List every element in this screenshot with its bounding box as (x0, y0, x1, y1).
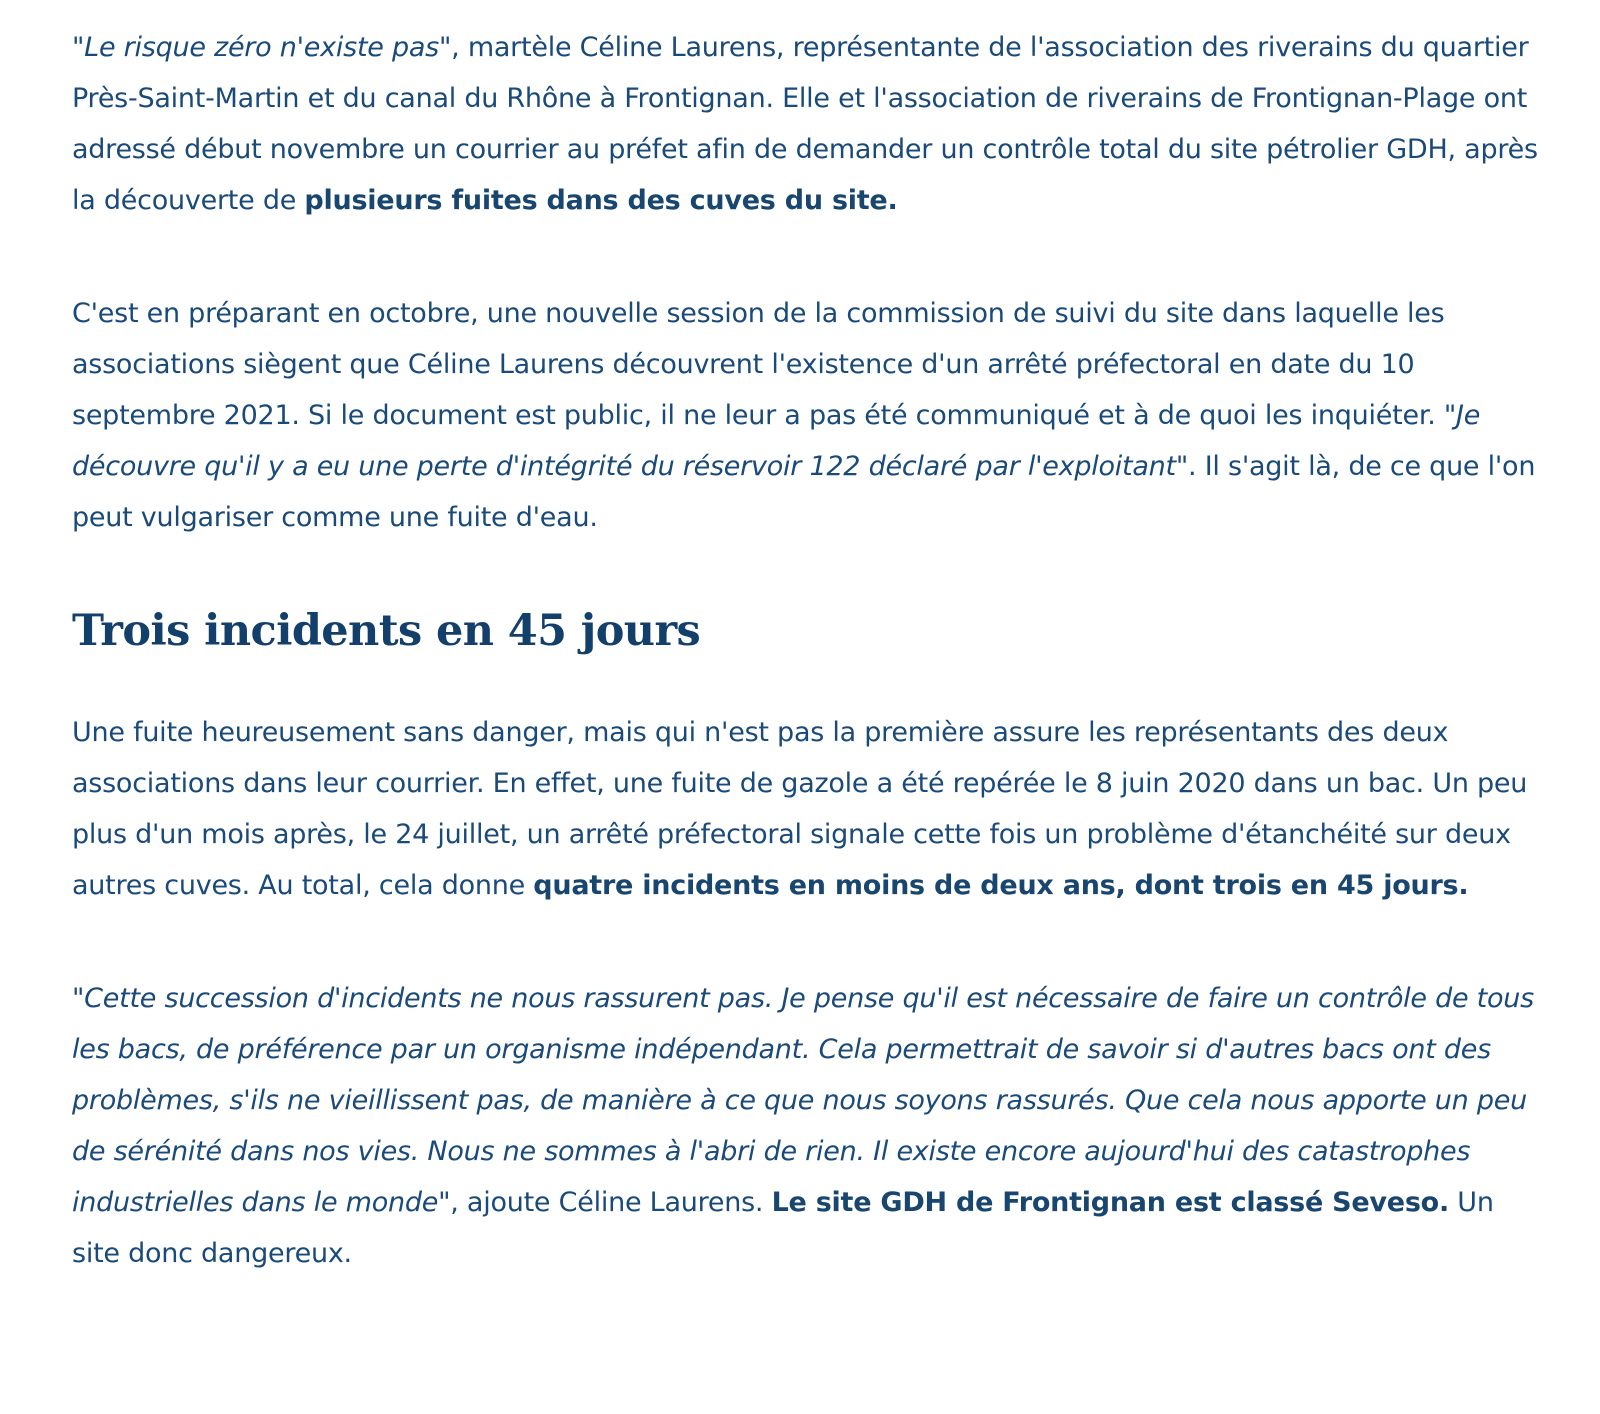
highlight-incidents: quatre incidents en moins de deux ans, dont trois en 45 jours. (533, 870, 1469, 901)
paragraph-text: C'est en préparant en octobre, une nouvelle session de la commission de suivi du site dans laquelle les associations siègent que Céline Laurens découvrent l'existence d'un arrêté préfectoral en date du 10 septembre 2021. Si le document est public, il ne leur a pas été communiqué et à de quoi les inquiéter. (72, 298, 1445, 431)
quote-reservoir: "Je découvre qu'il y a eu une perte d'intégrité du réservoir 122 déclaré par l'exploitant" (72, 400, 1481, 482)
paragraph-incidents (72, 707, 1542, 911)
paragraph-arrete (72, 288, 1542, 543)
paragraph-text: , martèle Céline Laurens, représentante de l'association des riverains du quartier Près-Saint-Martin et du canal du Rhône à Frontignan. Elle et l'association de riverains de Frontignan-Plage ont adressé début novembre un courrier au préfet afin de demander un contrôle total du site pétrolier GDH, après la découverte de (72, 32, 1538, 216)
paragraph-text-after: Un site donc dangereux. (72, 1187, 1494, 1269)
section-heading: Trois incidents en 45 jours (72, 606, 701, 656)
paragraph-text-after: . Il s'agit là, de ce que l'on peut vulgariser comme une fuite d'eau. (72, 451, 1536, 533)
paragraph-quote-laurens (72, 973, 1542, 1279)
article-body (72, 22, 1542, 1279)
paragraph-intro (72, 22, 1542, 226)
quote-succession: "Cette succession d'incidents ne nous rassurent pas. Je pense qu'il est nécessaire de faire un contrôle de tous les bacs, de préférence par un organisme indépendant. Cela permettrait de savoir si d'autres bacs ont des problèmes, s'ils ne vieillissent pas, de manière à ce que nous soyons rassurés. Que cela nous apporte un peu de sérénité dans nos vies. Nous ne sommes à l'abri de rien. Il existe encore aujourd'hui des catastrophes industrielles dans le monde" (72, 983, 1534, 1218)
highlight-seveso: Le site GDH de Frontignan est classé Seveso. (771, 1187, 1449, 1218)
quote-risque-zero: "Le risque zéro n'existe pas" (72, 32, 452, 63)
highlight-fuites: plusieurs fuites dans des cuves du site. (304, 185, 898, 216)
paragraph-text: , ajoute Céline Laurens. (450, 1187, 772, 1218)
paragraph-text: Une fuite heureusement sans danger, mais qui n'est pas la première assure les représentants des deux associations dans leur courrier. En effet, une fuite de gazole a été repérée le 8 juin 2020 dans un bac. Un peu plus d'un mois après, le 24 juillet, un arrêté préfectoral signale cette fois un problème d'étanchéité sur deux autres cuves. Au total, cela donne (72, 717, 1528, 901)
